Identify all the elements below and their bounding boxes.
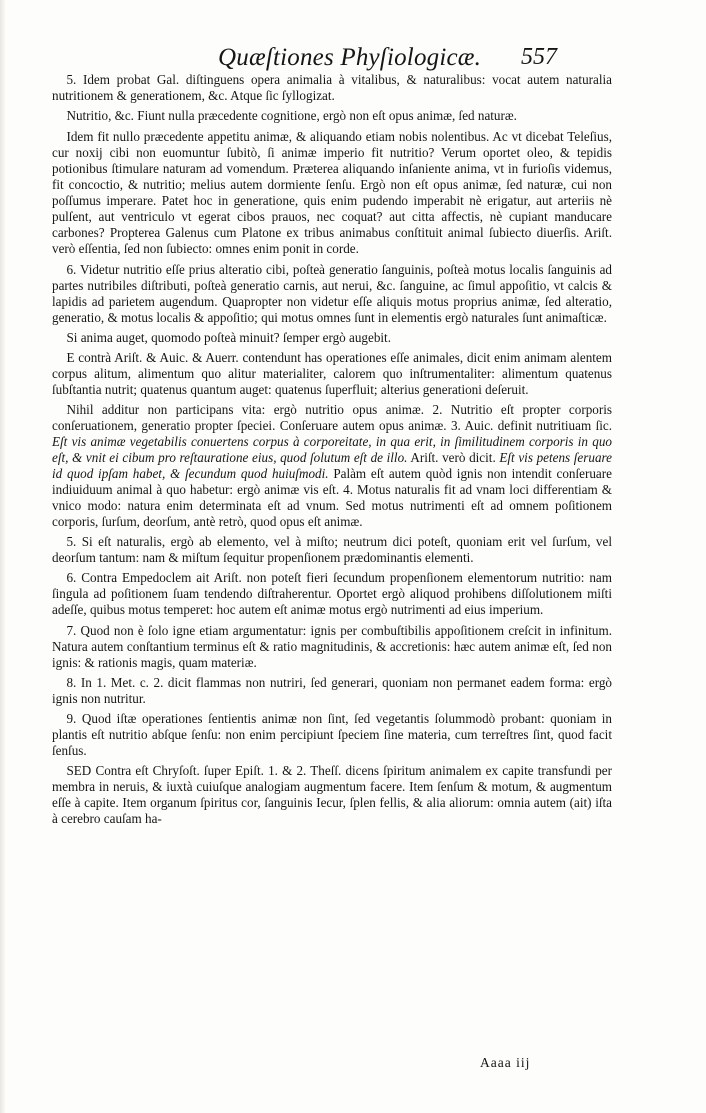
paragraph-definitions bbox=[52, 402, 612, 530]
page-gutter-shadow bbox=[0, 0, 6, 1113]
paragraph: 9. Quod iſtæ operationes ſentientis animæ non ſint, ſed vegetantis ſolummodò probant: quoniam in plantis eſt nutritio abſque ſenſu: non enim percipiunt ſpeciem ſine materia, cum terreſtres ſint, quod facit ſenſus. bbox=[52, 710, 612, 758]
paragraph: Idem fit nullo præcedente appetitu animæ, & aliquando etiam nobis nolentibus. Ac vt dicebat Teleſius, cur noxij cibi non euomuntur ſubitò, ſi animæ imperio fit nutritio? Verum oportet oleo, & tepidis potionibus ſtimulare naturam ad vomendum. Præterea aliquando inſaniente anima, vt in furioſis videmus, fit concoctio, & nutritio; melius autem dormiente ſenſu. Ergò non eſt opus animæ, ſed naturæ, cui non poſſumus imperare. Patet hoc in generatione, quis enim pudendo imperabit nè erigatur, aut arteriis nè pulſent, aut ventriculo vt egerat cibos prauos, nec coquat? aut citta affectis, nè cupiant manducare carbones? Propterea Galenus cum Platone ex tribus animabus conſtituit animal ſubiecto diuerſis. Ariſt. verò eſſentia, ſed non ſubiecto: omnes enim ponit in corde. bbox=[52, 129, 612, 257]
paragraph: 6. Videtur nutritio eſſe prius alteratio cibi, poſteà generatio ſanguinis, poſteà motus localis ſanguinis ad partes nutribiles diſtributi, poſteà generatio carnis, aut nerui, &c. ſanguine, ac ſimul appoſitio, vt calcis & lapidis ad parietem augendum. Quapropter non videtur eſſe aliquis motus proprius animæ, ſed alteratio, generatio, & motus localis & appoſitio; qui motus omnes ſunt in elementis ergò naturales ſunt animaſticæ. bbox=[52, 261, 612, 325]
running-title: Quæſtiones Phyſiologicæ. bbox=[218, 44, 482, 71]
paragraph: 6. Contra Empedoclem ait Ariſt. non poteſt fieri ſecundum propenſionem elementorum nutritio: nam ſingula ad poſitionem ſuam tendendo diſtraherentur. Oportet ergò aliquod prohibens diſſolutionem miſti adeſſe, quibus motus temperet: hoc autem eſt animæ motus ergò nutrimenti ad eius imperium. bbox=[52, 570, 612, 618]
quotation-avicenna: Eſt vis animæ vegetabilis conuertens corpus à corporeitate, in qua erit, in ſimilitudinem corporis in quo eſt, & vnit ei cibum pro reſtauratione eius, quod ſolutum eſt de illo. bbox=[52, 433, 612, 466]
paragraph-text: Palàm eſt autem quòd ignis non intendit conſeruare indiuiduum animal à quo habetur: ergò animæ vis eſt. 4. Motus naturalis fit ad vnam loci differentiam & vnico modo: natura enim determinata eſt ad vnum. Sed motus nutrimenti eſt ad omnem poſitionem corporis, ſurſum, deorſum, antè retrò, quod opus eſt animæ. bbox=[52, 466, 612, 530]
quotation-aristotle: Eſt vis petens ſeruare id quod ipſam habet, & ſecundum quod huiuſmodi. bbox=[52, 450, 612, 482]
paragraph-text: Nihil additur non participans vita: ergò nutritio opus animæ. 2. Nutritio eſt propter corporis conſeruationem, generatio propter ſpeciei. Conſeruare autem opus animæ. 3. Auic. definit nutritiuam ſic. bbox=[52, 401, 612, 433]
paragraph: 7. Quod non è ſolo igne etiam argumentatur: ignis per combuſtibilis appoſitionem creſcit in infinitum. Natura autem conſtantium terminus eſt & ratio magnitudinis, & accretionis: hæc autem animæ eſt, ſed non ignis: & rationis magis, quam materiæ. bbox=[52, 622, 612, 670]
paragraph: 5. Si eſt naturalis, ergò ab elemento, vel à miſto; neutrum dici poteſt, quoniam erit vel ſurſum, vel deorſum tantum: nam & miſtum ſequitur propenſionem prædominantis elementi. bbox=[52, 534, 612, 566]
body-text bbox=[52, 72, 612, 831]
paragraph: E contrà Ariſt. & Auic. & Auerr. contendunt has operationes eſſe animales, dicit enim animam alentem corpus alitum, alimentum quo alitur materialiter, calorem quo inſtrumentaliter: alimentum quatenus ſubſtantia nutrit; quatenus quantum auget: quatenus ſuperfluit; alterius generationi deſeruit. bbox=[52, 349, 612, 397]
paragraph: Nutritio, &c. Fiunt nulla præcedente cognitione, ergò non eſt opus animæ, ſed naturæ. bbox=[66, 108, 517, 124]
page-number: 557 bbox=[521, 44, 557, 70]
paragraph: 8. In 1. Met. c. 2. dicit flammas non nutriri, ſed generari, quoniam non permanet eadem forma: ergò ignis non nutritur. bbox=[52, 674, 612, 706]
paragraph-text: Ariſt. verò dicit. bbox=[410, 450, 496, 466]
paragraph: 5. Idem probat Gal. diſtinguens opera animalia à vitalibus, & naturalibus: vocat autem naturalia nutritionem & generationem, &c. Atque ſic ſyllogizat. bbox=[52, 72, 612, 104]
signature-mark: Aaaa iij bbox=[480, 1055, 531, 1070]
paragraph: Si anima auget, quomodo poſteà minuit? ſemper ergò augebit. bbox=[66, 329, 391, 345]
paragraph: SED Contra eſt Chryſoſt. ſuper Epiſt. 1. & 2. Theſſ. dicens ſpiritum animalem ex capite transfundi per membra in neruis, & iuxtà cuiuſque analogiam augmentum facere. Item ſenſum & motum, & augmentum eſſe à capite. Item organum ſpiritus cor, ſanguinis Iecur, ſplen fellis, & alia aliorum: omnia autem (ait) iſta à cerebro cauſam ha- bbox=[52, 762, 612, 827]
